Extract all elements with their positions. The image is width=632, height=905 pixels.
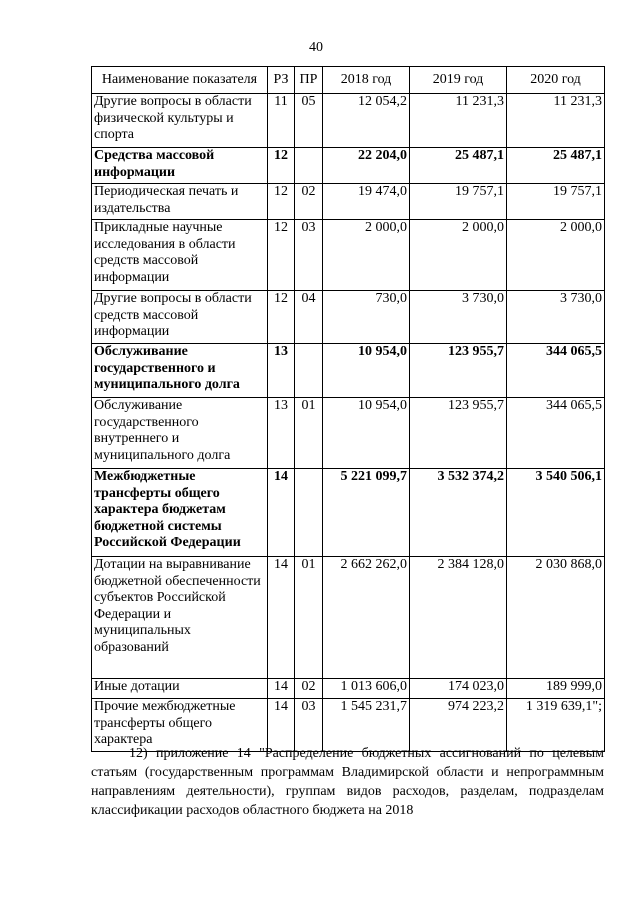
row-2019: 123 955,7 [410,344,507,398]
row-2018: 1 545 231,7 [323,699,410,752]
row-name: Прикладные научные исследования в области средств массовой информации [92,220,268,291]
row-rz: 12 [268,148,295,184]
header-2020: 2020 год [507,67,605,94]
row-name: Обслуживание государственного и муниципального долга [92,344,268,398]
row-2019: 974 223,2 [410,699,507,752]
row-2020: 3 540 506,1 [507,469,605,557]
row-rz: 12 [268,184,295,220]
row-2020: 3 730,0 [507,291,605,344]
row-2019: 123 955,7 [410,398,507,469]
row-name: Дотации на выравнивание бюджетной обеспеченности субъектов Российской Федерации и муниципальных образований [92,557,268,679]
row-2019: 25 487,1 [410,148,507,184]
row-rz: 12 [268,220,295,291]
table-row [92,184,605,220]
row-name: Средства массовой информации [92,148,268,184]
row-2020: 1 319 639,1"; [507,699,605,752]
row-pr: 02 [295,679,323,699]
row-pr: 03 [295,699,323,752]
body-paragraph [91,744,604,820]
row-2019: 174 023,0 [410,679,507,699]
row-2020: 25 487,1 [507,148,605,184]
row-2018: 12 054,2 [323,94,410,148]
row-rz: 13 [268,344,295,398]
row-2018: 5 221 099,7 [323,469,410,557]
header-pr: ПР [295,67,323,94]
row-rz: 14 [268,557,295,679]
row-name: Иные дотации [92,679,268,699]
row-2018: 1 013 606,0 [323,679,410,699]
row-pr [295,344,323,398]
budget-table [91,66,605,752]
row-2020: 19 757,1 [507,184,605,220]
row-2020: 344 065,5 [507,398,605,469]
header-name: Наименование показателя [92,67,268,94]
row-2018: 2 000,0 [323,220,410,291]
row-rz: 13 [268,398,295,469]
row-2018: 22 204,0 [323,148,410,184]
row-name: Прочие межбюджетные трансферты общего характера [92,699,268,752]
row-2019: 3 532 374,2 [410,469,507,557]
header-2019: 2019 год [410,67,507,94]
row-rz: 14 [268,469,295,557]
table-row [92,220,605,291]
row-2020: 11 231,3 [507,94,605,148]
row-rz: 12 [268,291,295,344]
row-2020: 2 000,0 [507,220,605,291]
page-number: 40 [309,40,323,55]
table-row [92,398,605,469]
header-2018: 2018 год [323,67,410,94]
table-row [92,291,605,344]
table-row [92,679,605,699]
row-pr: 05 [295,94,323,148]
row-name: Периодическая печать и издательства [92,184,268,220]
table-row-section [92,469,605,557]
row-name: Обслуживание государственного внутреннего и муниципального долга [92,398,268,469]
row-2018: 10 954,0 [323,398,410,469]
table-row-section [92,148,605,184]
row-pr: 01 [295,398,323,469]
header-rz: РЗ [268,67,295,94]
row-pr: 02 [295,184,323,220]
table-row-section [92,344,605,398]
row-name: Межбюджетные трансферты общего характера бюджетам бюджетной системы Российской Федерации [92,469,268,557]
row-2020: 189 999,0 [507,679,605,699]
row-2018: 19 474,0 [323,184,410,220]
table-header-row [92,67,605,94]
row-pr [295,148,323,184]
row-2019: 3 730,0 [410,291,507,344]
row-2020: 344 065,5 [507,344,605,398]
table-row [92,94,605,148]
row-rz: 14 [268,699,295,752]
row-rz: 14 [268,679,295,699]
row-2018: 2 662 262,0 [323,557,410,679]
row-pr: 01 [295,557,323,679]
row-name: Другие вопросы в области средств массовой информации [92,291,268,344]
row-2020: 2 030 868,0 [507,557,605,679]
row-pr: 03 [295,220,323,291]
row-rz: 11 [268,94,295,148]
body-paragraph-text: 12) приложение 14 "Распределение бюджетных ассигнований по целевым статьям (государственным программам Владимирской области и непрограммным направлениям деятельности), группам видов расходов, разделам, подразделам классификации расходов областного бюджета на 2018 [91,746,604,818]
row-2019: 19 757,1 [410,184,507,220]
row-2019: 2 384 128,0 [410,557,507,679]
row-name: Другие вопросы в области физической культуры и спорта [92,94,268,148]
row-2019: 2 000,0 [410,220,507,291]
row-2019: 11 231,3 [410,94,507,148]
row-2018: 10 954,0 [323,344,410,398]
table-row [92,557,605,679]
row-2018: 730,0 [323,291,410,344]
row-pr [295,469,323,557]
row-pr: 04 [295,291,323,344]
